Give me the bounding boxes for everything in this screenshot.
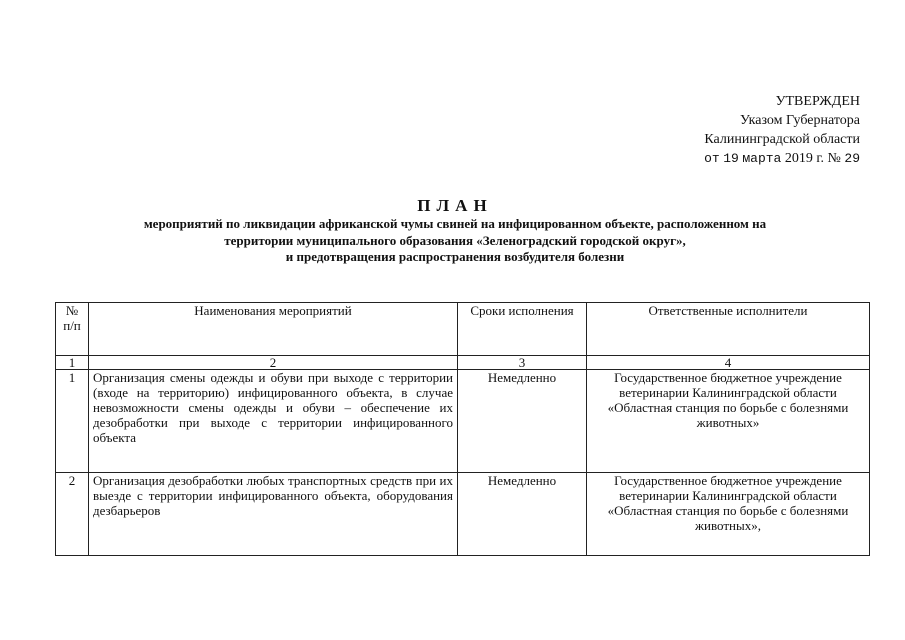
approval-date-line — [560, 149, 860, 168]
row-number: 2 — [56, 473, 89, 556]
table-row — [56, 370, 870, 473]
measure-term: Немедленно — [458, 370, 587, 473]
column-number: 2 — [89, 356, 458, 370]
date-month: марта — [742, 151, 782, 166]
approval-authority: Указом Губернатора — [739, 113, 860, 128]
header-measure-name: Наименования мероприятий — [89, 303, 458, 356]
header-term: Сроки исполнения — [458, 303, 587, 356]
subtitle-line-3: и предотвращения распространения возбудителя болезни — [285, 249, 625, 264]
measure-name: Организация смены одежды и обуви при выходе с территории (входе на территорию) инфицированного объекта, в случае невозможности смены одежды и обуви – обеспечение их дезобработки при выходе с территории инфицированного объекта — [89, 370, 458, 473]
column-number: 4 — [587, 356, 870, 370]
date-year: 2019 г. — [784, 151, 825, 166]
measures-table — [55, 302, 870, 556]
approval-region: Калининградской области — [704, 132, 860, 147]
approval-stamp — [560, 92, 860, 168]
column-number: 1 — [56, 356, 89, 370]
column-number: 3 — [458, 356, 587, 370]
measure-name: Организация дезобработки любых транспортных средств при их выезде с территории инфицированного объекта, оборудования дезбарьеров — [89, 473, 458, 556]
date-prefix: от — [704, 151, 720, 166]
number-label: № — [827, 151, 841, 166]
header-executor: Ответственные исполнители — [587, 303, 870, 356]
date-day: 19 — [723, 151, 739, 166]
table-row — [56, 473, 870, 556]
document-title — [40, 196, 870, 266]
column-number-row — [56, 356, 870, 370]
subtitle-line-1: мероприятий по ликвидации африканской чумы свиней на инфицированном объекте, расположенном на — [143, 216, 767, 231]
measure-executor: Государственное бюджетное учреждение ветеринарии Калининградской области «Областная станция по борьбе с болезнями животных», — [587, 473, 870, 556]
measure-executor: Государственное бюджетное учреждение ветеринарии Калининградской области «Областная станция по борьбе с болезнями животных» — [587, 370, 870, 473]
table-header-row — [56, 303, 870, 356]
approval-heading: УТВЕРЖДЕН — [775, 94, 860, 109]
measure-term: Немедленно — [458, 473, 587, 556]
page-title: ПЛАН — [417, 196, 493, 215]
subtitle-line-2: территории муниципального образования «Зеленоградский городской округ», — [224, 232, 686, 248]
decree-number: 29 — [844, 151, 860, 166]
row-number: 1 — [56, 370, 89, 473]
header-number: № п/п — [56, 303, 89, 356]
